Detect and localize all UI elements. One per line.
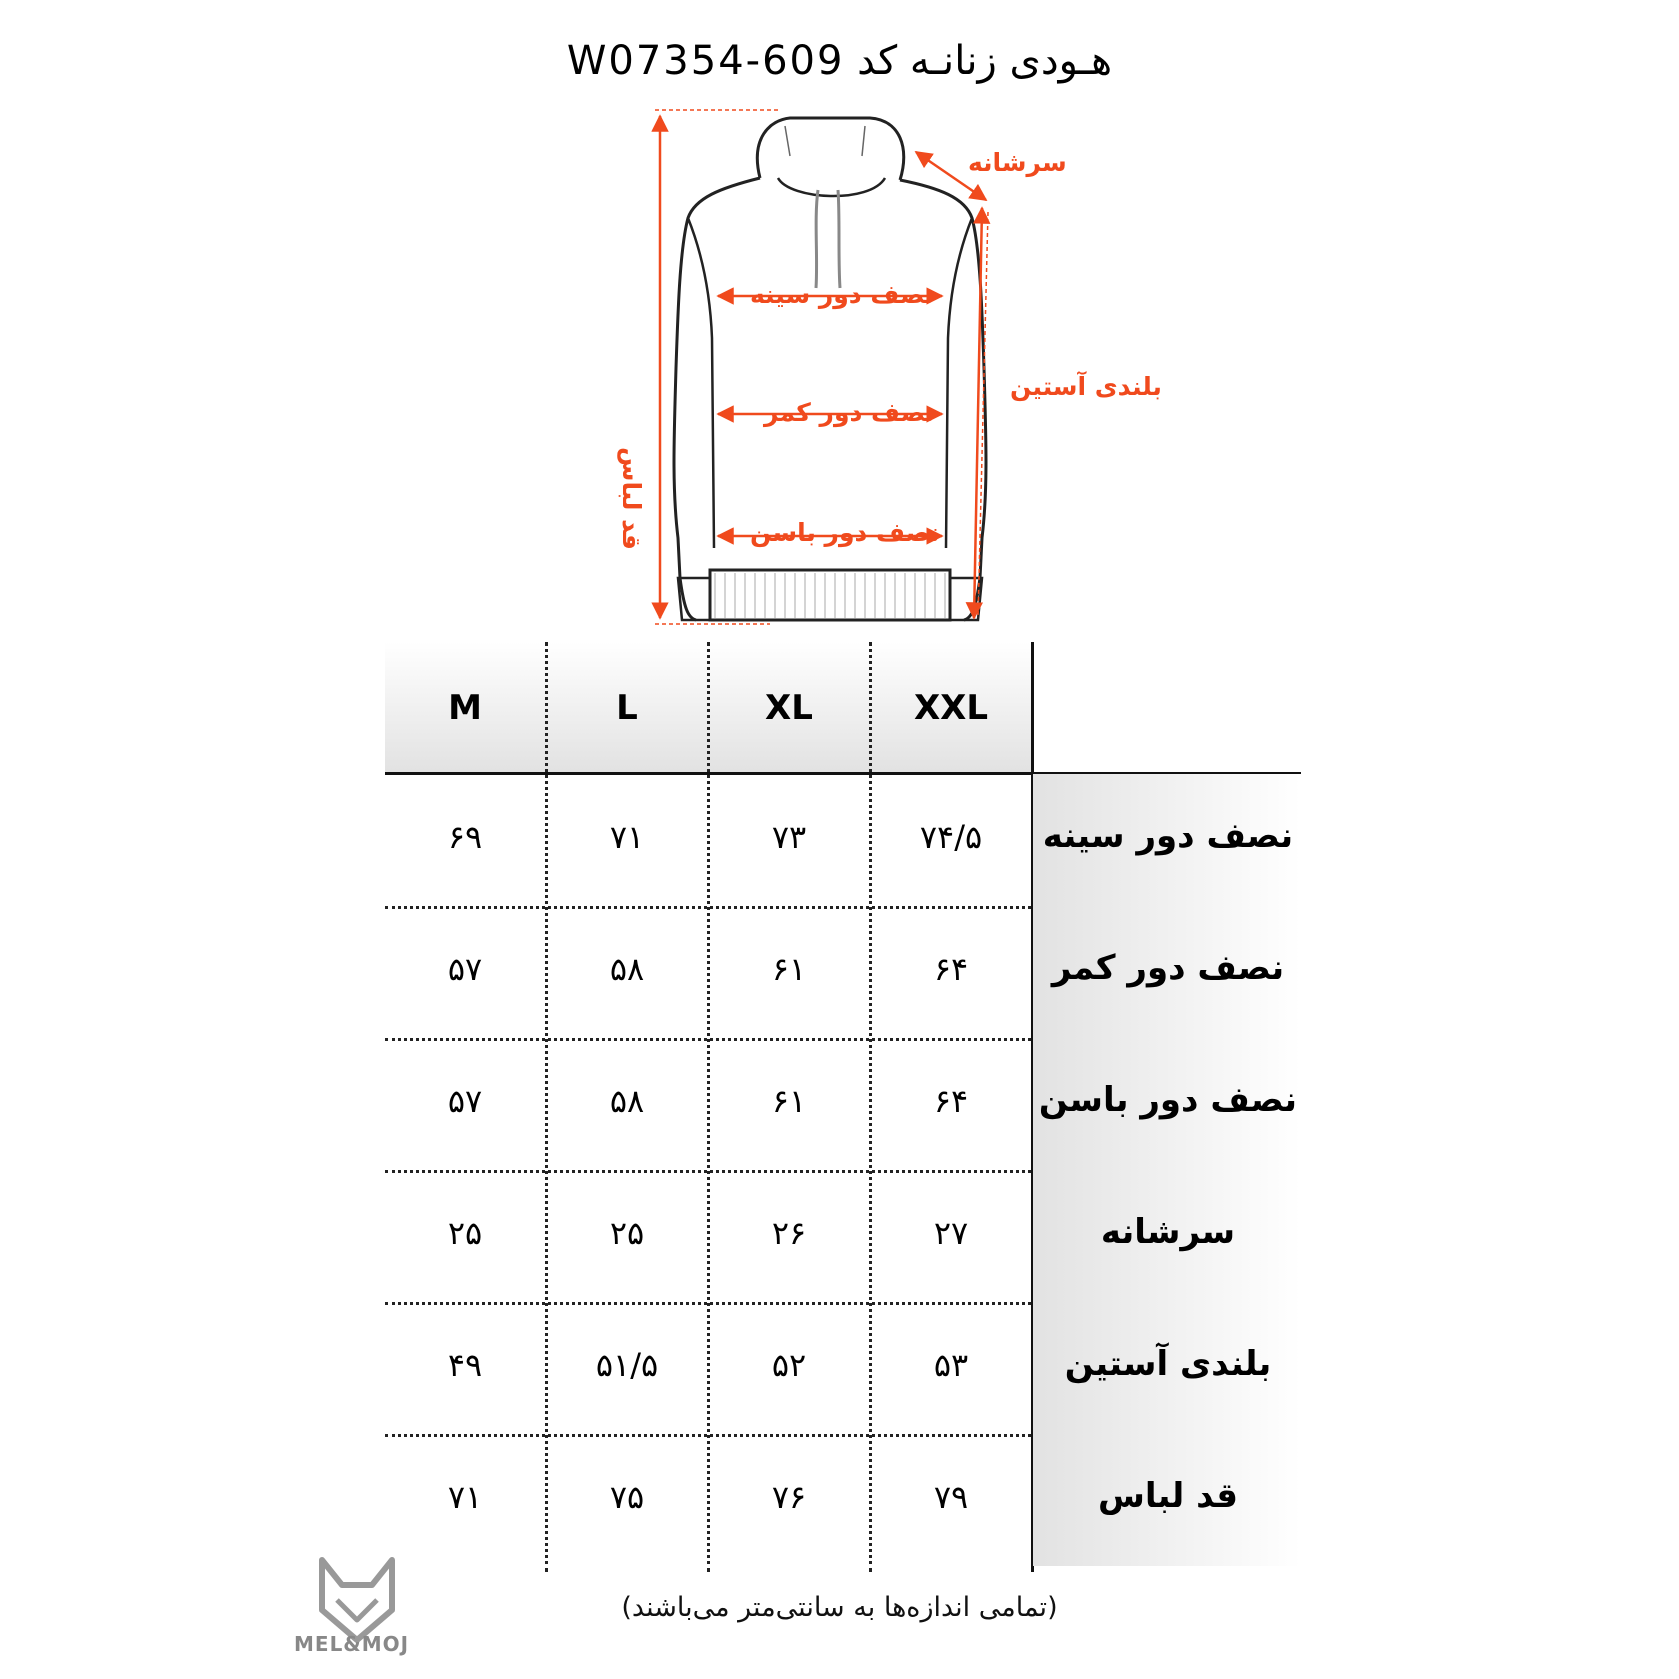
waist-label: نصف دور کمر [764,398,935,427]
table-cell: ۶۴ [933,950,969,988]
table-cell: ۷۹ [933,1478,969,1516]
row-label: سرشانه [1100,1212,1236,1252]
table-cell: ۶۹ [447,818,483,856]
size-header-xl: XL [765,688,813,728]
table-cell: ۶۱ [771,1082,807,1120]
table-cell: ۵۷ [447,950,483,988]
table-cell: ۵۸ [609,1082,645,1120]
table-cell: ۴۹ [447,1346,483,1384]
table-cell: ۵۷ [447,1082,483,1120]
table-cell: ۵۱/۵ [595,1346,659,1384]
table-cell: ۲۵ [609,1214,645,1252]
size-table [385,642,1301,1572]
table-cell: ۶۴ [933,1082,969,1120]
table-cell: ۵۳ [933,1346,969,1384]
row-label: نصف دور سینه [1042,816,1294,856]
chest-label: نصف دور سینه [750,280,935,309]
sleeve-label: بلندی آستین [1010,372,1162,401]
table-cell: ۷۶ [771,1478,807,1516]
table-cell: ۷۵ [609,1478,645,1516]
size-header-l: L [616,688,638,728]
table-cell: ۲۵ [447,1214,483,1252]
hoodie-diagram [600,108,1200,638]
row-label: نصف دور باسن [1038,1080,1298,1120]
length-label: قد لباس [617,447,646,550]
table-cell: ۲۶ [771,1214,807,1252]
units-footnote: (تمامی اندازه‌ها به سانتی‌متر می‌باشند) [621,1592,1058,1623]
hip-label: نصف دور باسن [750,518,940,547]
table-cell: ۵۲ [771,1346,807,1384]
table-cell: ۷۳ [771,818,807,856]
shoulder-label: سرشانه [968,148,1067,177]
table-cell: ۶۱ [771,950,807,988]
table-cell: ۷۴/۵ [919,818,983,856]
table-cell: ۷۱ [609,818,645,856]
table-cell: ۲۷ [933,1214,969,1252]
row-label: نصف دور کمر [1051,948,1285,988]
size-header-m: M [448,688,482,728]
table-cell: ۵۸ [609,950,645,988]
row-label: قد لباس [1097,1476,1239,1516]
table-cell: ۷۱ [447,1478,483,1516]
page-title: هـودی زنانـه کد W07354-609 [566,38,1113,84]
row-label: بلندی آستین [1064,1344,1272,1384]
size-header-xxl: XXL [913,688,989,728]
brand-name: MEL&MOJ [294,1632,410,1656]
